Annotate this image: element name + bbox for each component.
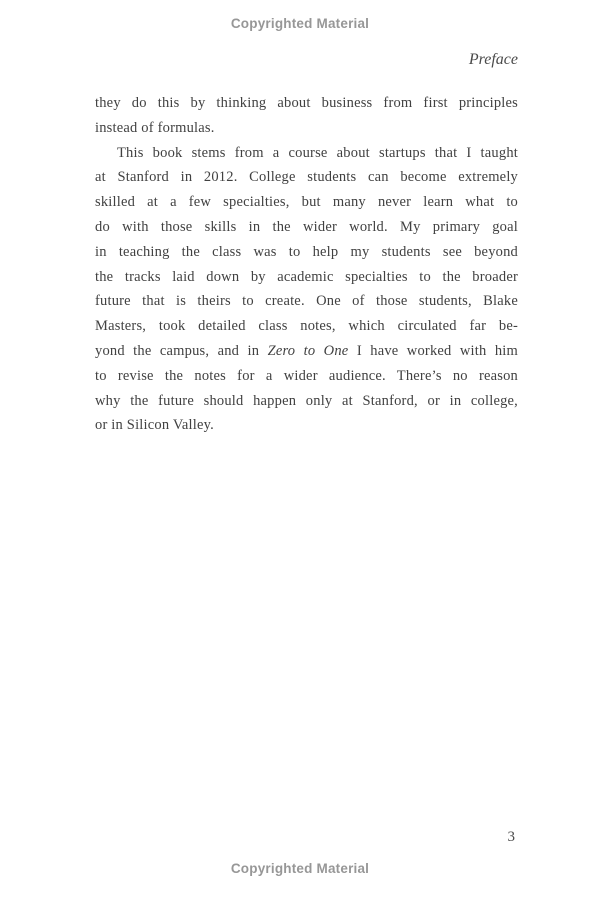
text-line-10: Masters, took detailed class notes, which circulated far be- (95, 318, 518, 335)
text-line-13: why the future should happen only at Stanford, or in college, (95, 392, 518, 409)
text-line-2: instead of formulas. (95, 119, 215, 136)
text-line-12: to revise the notes for a wider audience. There’s no reason (95, 367, 518, 384)
text-line-9: future that is theirs to create. One of those students, Blake (95, 293, 518, 310)
text-line-14: or in Silicon Valley. (95, 417, 214, 434)
text-line-5: skilled at a few specialties, but many never learn what to (95, 194, 518, 211)
text-line-11 (95, 339, 518, 364)
running-head: Preface (468, 51, 518, 68)
copyright-banner-bottom: Copyrighted Material (230, 861, 370, 876)
body-text (95, 91, 518, 438)
page-number: 3 (507, 829, 515, 845)
book-title-italic: Zero to One (267, 342, 349, 359)
text-line-4: at Stanford in 2012. College students can become extremely (95, 169, 518, 186)
text-line-1: they do this by thinking about business from first principles (95, 95, 518, 111)
text-line-6: do with those skills in the wider world. My primary goal (95, 218, 518, 235)
text-line-8: the tracks laid down by academic specialties to the broader (95, 268, 518, 285)
copyright-banner-top: Copyrighted Material (230, 16, 370, 31)
text-segment-after-title: I have worked with him (348, 342, 518, 359)
text-segment-before-title: yond the campus, and in (95, 342, 268, 359)
text-line-7: in teaching the class was to help my students see beyond (95, 243, 518, 260)
text-line-3: This book stems from a course about startups that I taught (117, 144, 518, 161)
